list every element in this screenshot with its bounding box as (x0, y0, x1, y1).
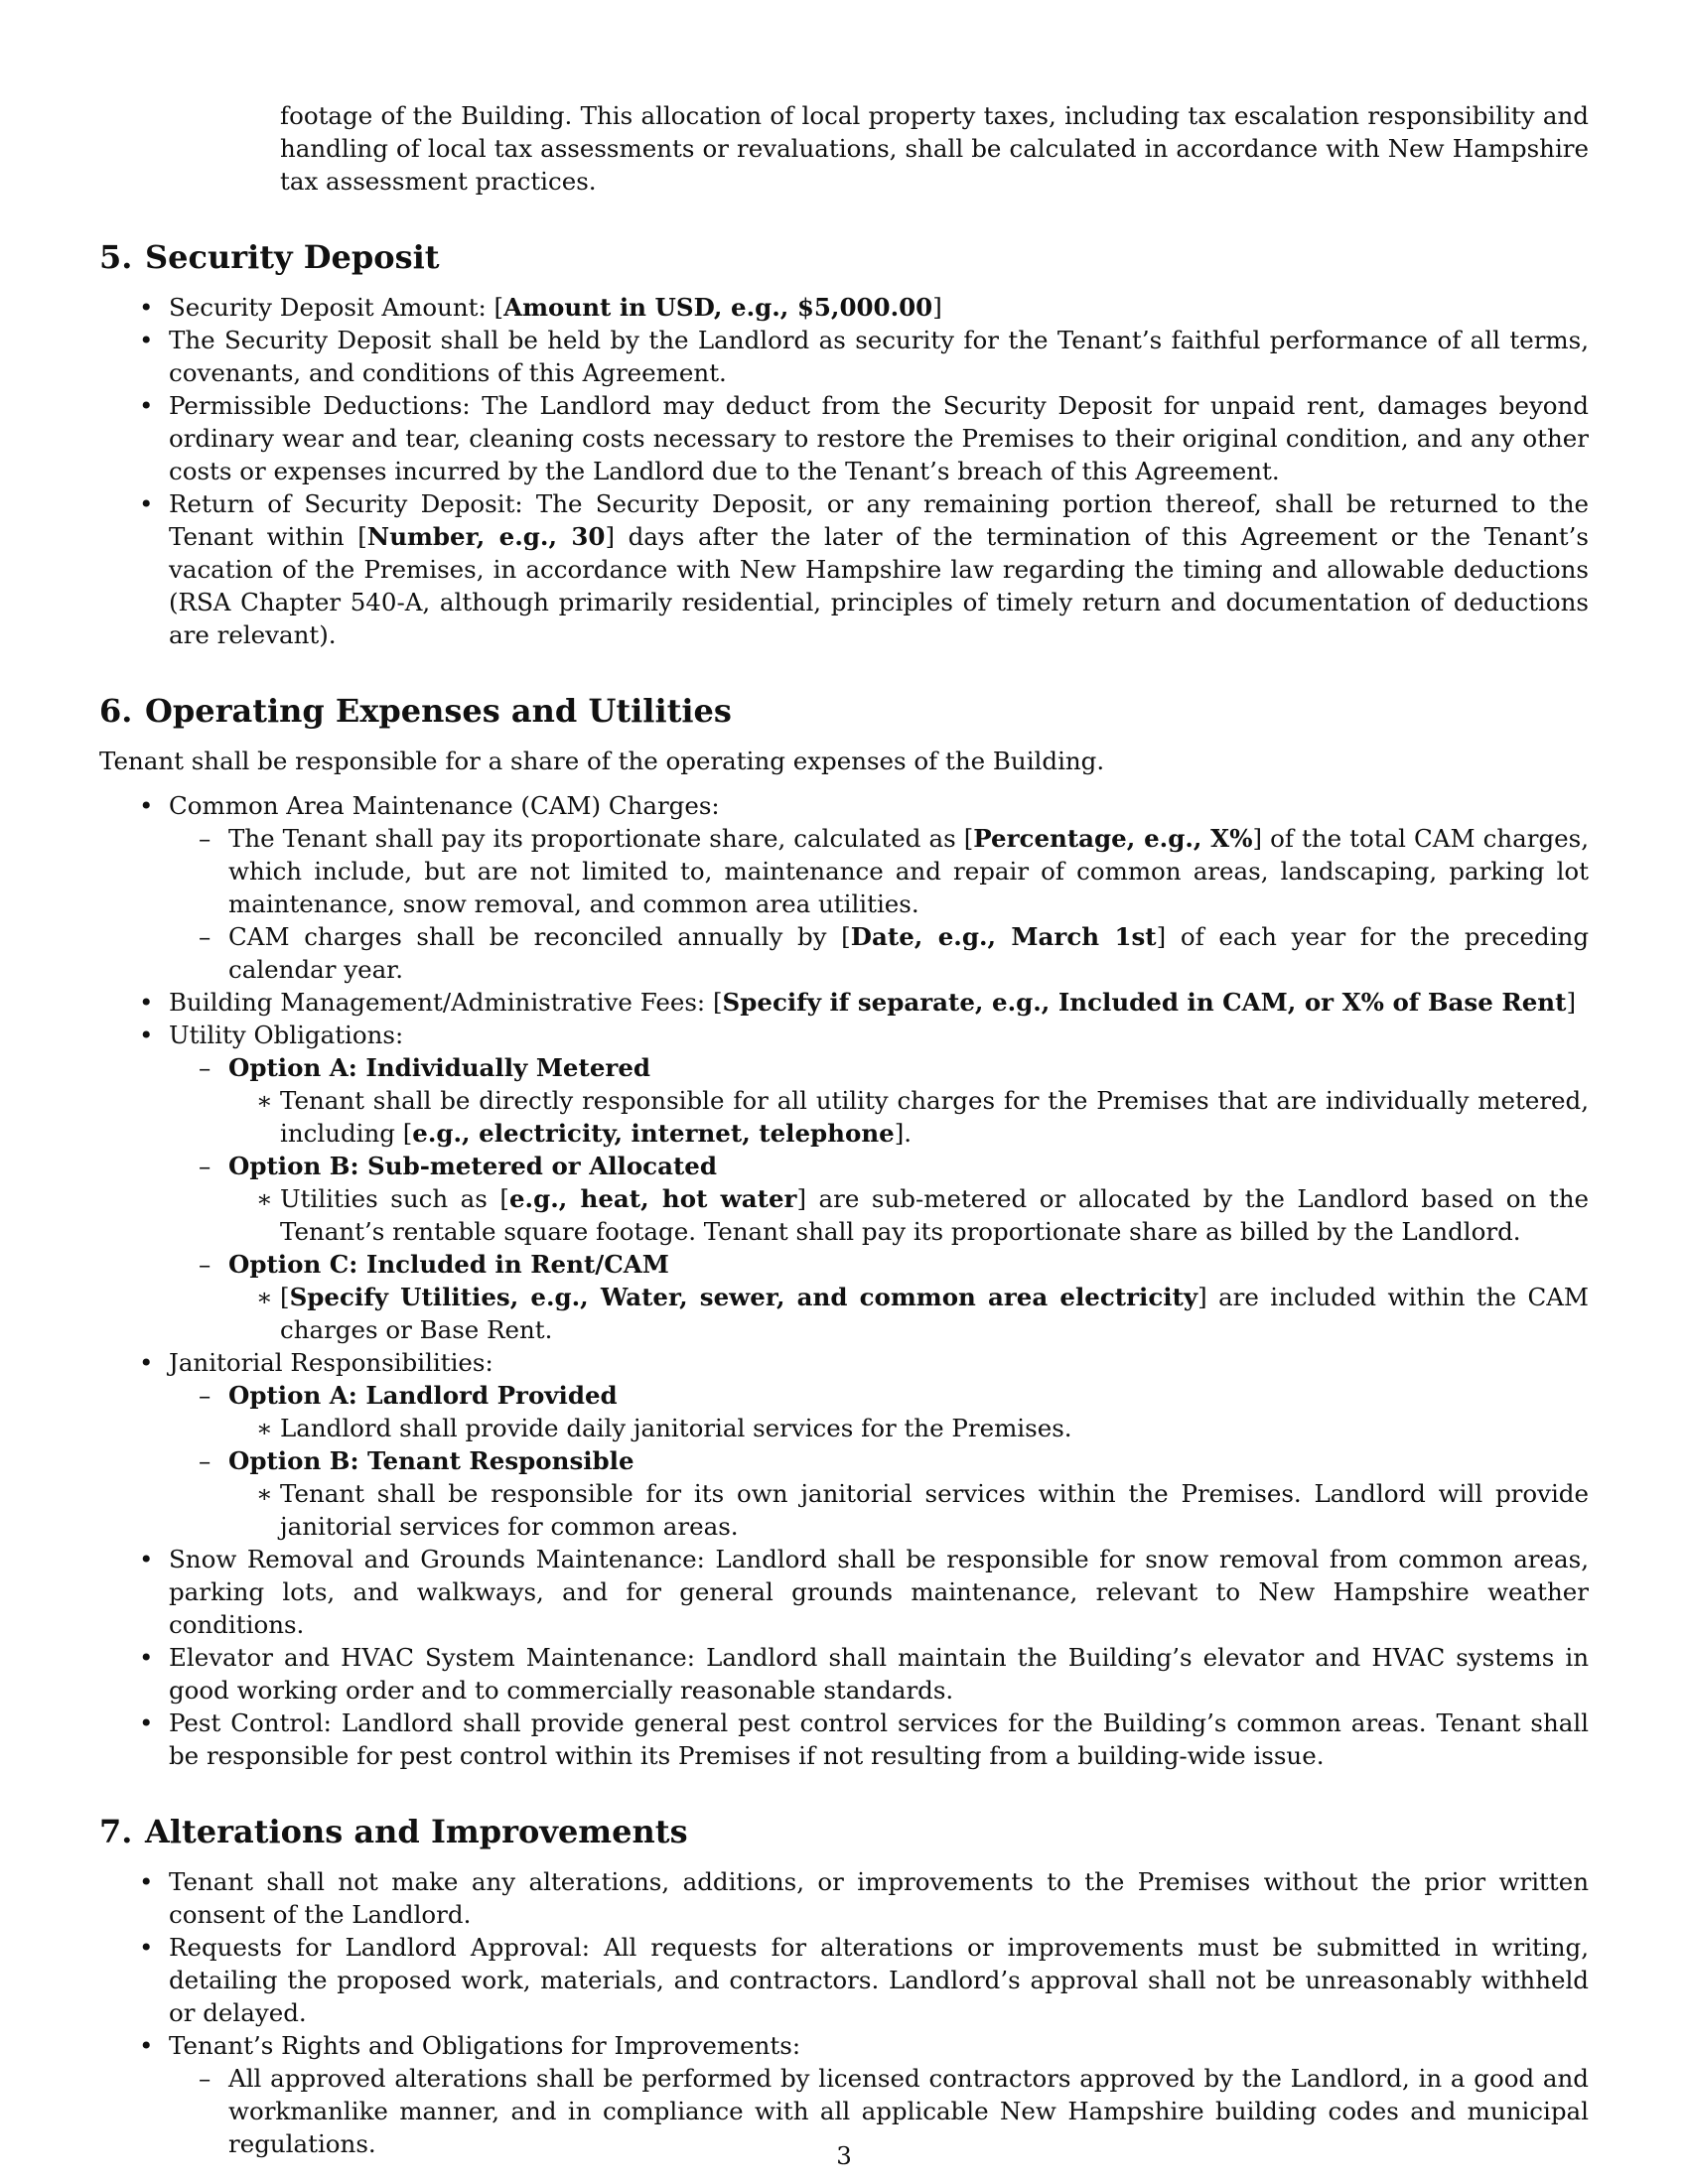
item-text: ] are sub-metered or allocated by the Landlord based on the Tenant’s rentable square footage. Tenant shall pay its proportionate share as billed by the Landlord. (280, 1184, 1589, 1246)
list-item (99, 291, 1589, 324)
placeholder-text: Date, e.g., March 1st (850, 922, 1157, 951)
item-text: ] of the total CAM charges, which include, but are not limited to, maintenance and repair of common areas, landscaping, parking lot maintenance, snow removal, and common area utilities. (228, 824, 1589, 918)
list-item (99, 789, 1589, 986)
item-text: ] of each year for the preceding calendar year. (228, 922, 1589, 984)
section-number: 6. (99, 692, 133, 730)
list-item: • Tenant shall not make any alterations, additions, or improvements to the Premises without the prior written consent of the Landlord. (99, 1865, 1589, 1931)
detail-item (228, 1281, 1589, 1346)
placeholder-text: Specify if separate, e.g., Included in CAM, or X% of Base Rent (722, 988, 1567, 1017)
sublist-item (169, 1051, 1589, 1150)
option-detail-list (228, 1412, 1589, 1444)
option-detail-list (228, 1182, 1589, 1248)
item-text: [ (280, 1283, 290, 1311)
section-intro: Tenant shall be responsible for a share of the operating expenses of the Building. (99, 747, 1105, 775)
sublist-item (169, 1379, 1589, 1444)
operating-expenses-list (99, 789, 1589, 1772)
option-heading: Option A: Individually Metered (228, 1053, 651, 1082)
section-heading-alterations (99, 1812, 1589, 1851)
section-title: Alterations and Improvements (145, 1813, 688, 1850)
sublist-item: – All approved alterations shall be performed by licensed contractors approved by the Landlord, in a good and workmanlike manner, and in compliance with all applicable New Hampshire building codes and municipal regulations. (169, 2062, 1589, 2160)
placeholder-text: Percentage, e.g., X% (973, 824, 1253, 853)
placeholder-text: Amount in USD, e.g., $5,000.00 (503, 293, 933, 322)
list-item: • Elevator and HVAC System Maintenance: Landlord shall maintain the Building’s elevator and HVAC systems in good working order and to commercially reasonable standards. (99, 1641, 1589, 1706)
alterations-list (99, 1865, 1589, 2160)
section-number: 7. (99, 1813, 133, 1850)
item-text: ] days after the later of the termination of this Agreement or the Tenant’s vacation of the Premises, in accordance with New Hampshire law regarding the timing and allowable deductions (RSA Chapter 540-A, although primarily residential, principles of timely return and documentation of deductions are relevant). (169, 522, 1589, 649)
detail-item (228, 1084, 1589, 1150)
option-detail-list (228, 1281, 1589, 1346)
list-item: • Requests for Landlord Approval: All requests for alterations or improvements must be submitted in writing, detailing the proposed work, materials, and contractors. Landlord’s approval shall not be unreasonably withheld or delayed. (99, 1931, 1589, 2029)
option-heading: Option B: Sub-metered or Allocated (228, 1152, 718, 1180)
sublist-item (169, 920, 1589, 986)
sublist-item (169, 1150, 1589, 1248)
list-item (99, 1019, 1589, 1346)
item-text: Security Deposit Amount: [ (169, 293, 504, 322)
placeholder-text: e.g., heat, hot water (508, 1184, 797, 1213)
placeholder-text: Specify Utilities, e.g., Water, sewer, and common area electricity (289, 1283, 1198, 1311)
utility-options-list (169, 1051, 1589, 1346)
detail-item: ∗ Landlord shall provide daily janitorial services for the Premises. (228, 1412, 1589, 1444)
page-content (99, 99, 1589, 2160)
placeholder-text: Number, e.g., 30 (366, 522, 606, 551)
continuation-paragraph: footage of the Building. This allocation of local property taxes, including tax escalation responsibility and handling of local tax assessments or revaluations, shall be calculated in accordance with New Hampshire tax assessment practices. (280, 101, 1589, 196)
section-number: 5. (99, 238, 133, 276)
list-item (99, 1346, 1589, 1543)
item-text: ]. (894, 1119, 913, 1148)
item-text: Utility Obligations: (169, 1021, 404, 1049)
page-number: 3 (836, 2141, 852, 2170)
sublist-item (169, 1248, 1589, 1346)
item-text: ] (1566, 988, 1576, 1017)
janitorial-options-list (169, 1379, 1589, 1543)
item-text: ] are included within the CAM charges or Base Rent. (280, 1283, 1589, 1344)
item-text: Common Area Maintenance (CAM) Charges: (169, 791, 720, 820)
option-detail-list (228, 1477, 1589, 1543)
list-item: • Pest Control: Landlord shall provide general pest control services for the Building’s common areas. Tenant shall be responsible for pest control within its Premises if not resulting from a building-wide issue. (99, 1706, 1589, 1772)
list-item (99, 986, 1589, 1019)
placeholder-text: e.g., electricity, internet, telephone (412, 1119, 895, 1148)
list-item: • The Security Deposit shall be held by the Landlord as security for the Tenant’s faithful performance of all terms, covenants, and conditions of this Agreement. (99, 324, 1589, 389)
security-deposit-list (99, 291, 1589, 651)
option-heading: Option C: Included in Rent/CAM (228, 1250, 669, 1279)
item-text: Return of Security Deposit: The Security Deposit, or any remaining portion thereof, shall be returned to the Tenant within [ (169, 489, 1589, 551)
section-title: Operating Expenses and Utilities (145, 692, 732, 730)
option-heading: Option A: Landlord Provided (228, 1381, 618, 1410)
section-heading-operating-expenses (99, 691, 1589, 731)
sublist-item (169, 822, 1589, 920)
item-text: ] (932, 293, 942, 322)
detail-item: ∗ Tenant shall be responsible for its own janitorial services within the Premises. Landlord will provide janitorial services for common areas. (228, 1477, 1589, 1543)
detail-item (228, 1182, 1589, 1248)
sublist-item (169, 1444, 1589, 1543)
section-title: Security Deposit (145, 238, 440, 276)
item-text: Janitorial Responsibilities: (169, 1348, 493, 1377)
item-text: Building Management/Administrative Fees: [ (169, 988, 723, 1017)
option-detail-list (228, 1084, 1589, 1150)
item-text: CAM charges shall be reconciled annually by [ (228, 922, 851, 951)
cam-sublist (169, 822, 1589, 986)
list-item: • Snow Removal and Grounds Maintenance: Landlord shall be responsible for snow removal from common areas, parking lots, and walkways, and for general grounds maintenance, relevant to New Hampshire weather conditions. (99, 1543, 1589, 1641)
item-text: Tenant shall be directly responsible for all utility charges for the Premises that are individually metered, including [ (280, 1086, 1589, 1148)
list-item (99, 487, 1589, 651)
list-item: • Permissible Deductions: The Landlord may deduct from the Security Deposit for unpaid rent, damages beyond ordinary wear and tear, cleaning costs necessary to restore the Premises to their original condition, and any other costs or expenses incurred by the Landlord due to the Tenant’s breach of this Agreement. (99, 389, 1589, 487)
item-text: Tenant’s Rights and Obligations for Improvements: (169, 2031, 801, 2060)
item-text: The Tenant shall pay its proportionate share, calculated as [ (228, 824, 974, 853)
section-heading-security-deposit (99, 237, 1589, 277)
option-heading: Option B: Tenant Responsible (228, 1446, 634, 1475)
item-text: Utilities such as [ (280, 1184, 509, 1213)
